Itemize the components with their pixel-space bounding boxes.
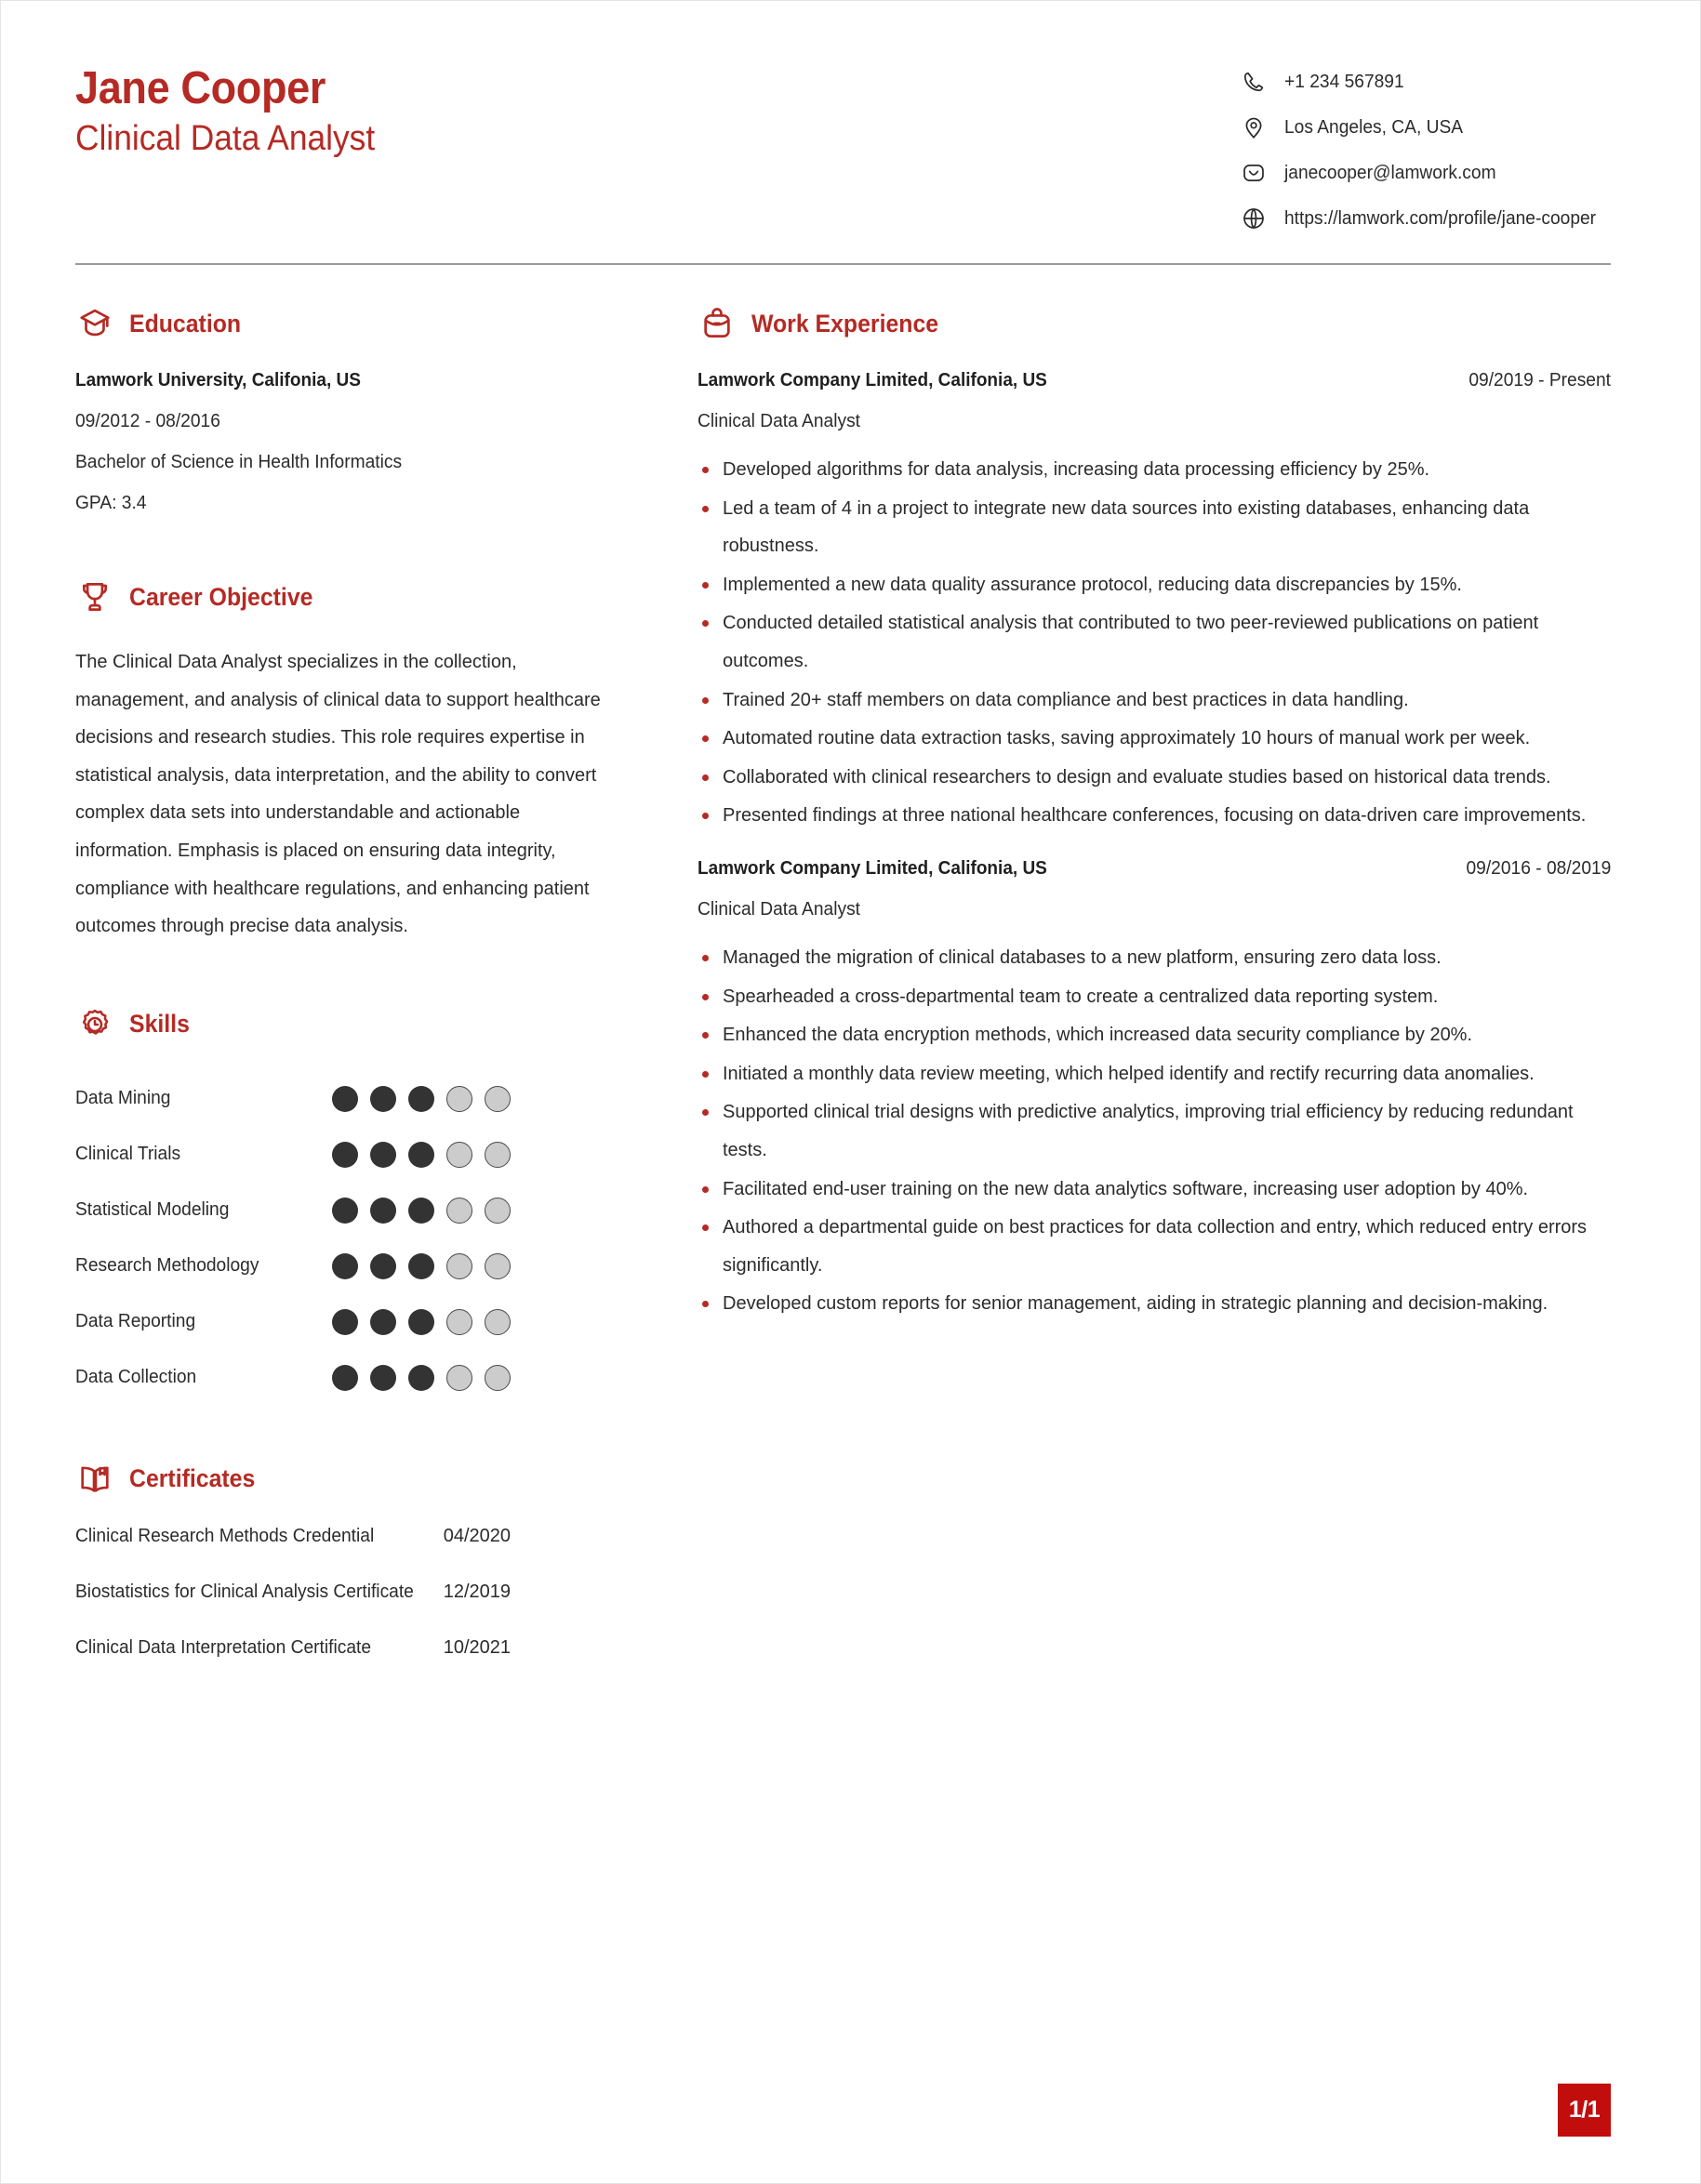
certificate-date: 12/2019 <box>443 1581 511 1602</box>
contact-list <box>1240 57 1611 232</box>
right-column <box>649 304 1611 1702</box>
education-section <box>75 304 621 514</box>
certificates-heading <box>75 1460 621 1499</box>
job-bullet: Presented findings at three national healthcare conferences, focusing on data-driven care improvements. <box>698 797 1611 835</box>
skills-section <box>75 1005 621 1406</box>
skill-dot-empty <box>446 1253 472 1279</box>
contact-website-value: https://lamwork.com/profile/jane-cooper <box>1283 208 1597 229</box>
skill-rating <box>332 1365 621 1391</box>
skill-row <box>75 1127 621 1183</box>
job-header <box>698 858 1611 880</box>
skill-dot-empty <box>446 1142 472 1168</box>
job-role: Clinical Data Analyst <box>698 411 861 431</box>
skill-dot-filled <box>408 1365 434 1391</box>
skill-dot-empty <box>446 1365 472 1391</box>
certificate-row <box>75 1637 621 1693</box>
job-company: Lamwork Company Limited, Califonia, US <box>698 857 1047 879</box>
work-experience-title: Work Experience <box>751 309 939 338</box>
skill-row <box>75 1350 621 1406</box>
job-bullet: Supported clinical trial designs with predictive analytics, improving trial efficiency by reducing redundant tests. <box>698 1093 1611 1169</box>
skill-dot-empty <box>446 1309 472 1335</box>
education-entry <box>75 370 621 514</box>
job-entry <box>698 370 1611 835</box>
skills-heading <box>75 1005 621 1044</box>
skill-dot-filled <box>332 1198 358 1224</box>
skill-dot-filled <box>408 1198 434 1224</box>
skill-dot-filled <box>370 1142 396 1168</box>
job-bullet: Implemented a new data quality assurance protocol, reducing data discrepancies by 15%. <box>698 566 1611 604</box>
left-column <box>75 304 649 1702</box>
phone-icon <box>1240 68 1268 96</box>
job-dates: 09/2016 - 08/2019 <box>1466 857 1611 879</box>
job-company: Lamwork Company Limited, Califonia, US <box>698 370 1047 390</box>
globe-icon <box>1240 205 1268 232</box>
job-separator <box>698 839 1611 858</box>
job-bullet: Collaborated with clinical researchers to design and evaluate studies based on historical data trends. <box>698 759 1611 797</box>
skill-row <box>75 1238 621 1294</box>
certificate-name: Biostatistics for Clinical Analysis Certificate <box>75 1581 414 1602</box>
job-header <box>698 370 1611 391</box>
candidate-job-title: Clinical Data Analyst <box>75 119 376 159</box>
skill-dot-filled <box>332 1309 358 1335</box>
contact-email[interactable] <box>1240 159 1609 187</box>
skills-list <box>75 1071 621 1406</box>
skill-dot-empty <box>485 1365 511 1391</box>
trophy-icon <box>75 577 114 616</box>
skill-name: Data Mining <box>75 1088 171 1109</box>
job-bullet: Initiated a monthly data review meeting, which helped identify and rectify recurring data anomalies. <box>698 1055 1611 1093</box>
jobs-list <box>698 370 1611 1323</box>
contact-website[interactable] <box>1240 205 1609 232</box>
skill-row <box>75 1294 621 1350</box>
job-bullet: Automated routine data extraction tasks, saving approximately 10 hours of manual work per week. <box>698 720 1611 758</box>
certificate-date: 04/2020 <box>443 1525 511 1546</box>
skill-dot-empty <box>485 1142 511 1168</box>
page-indicator-badge: 1/1 <box>1558 2084 1611 2137</box>
job-bullet: Developed algorithms for data analysis, increasing data processing efficiency by 25%. <box>698 451 1611 489</box>
skill-dot-empty <box>485 1198 511 1224</box>
job-bullet: Facilitated end-user training on the new data analytics software, increasing user adoption by 40%. <box>698 1171 1611 1209</box>
skill-dot-empty <box>446 1198 472 1224</box>
skill-dot-empty <box>485 1086 511 1112</box>
education-degree: Bachelor of Science in Health Informatics <box>75 452 403 472</box>
job-bullet: Managed the migration of clinical databases to a new platform, ensuring zero data loss. <box>698 939 1611 977</box>
job-role: Clinical Data Analyst <box>698 898 861 920</box>
certificate-row <box>75 1582 621 1637</box>
skill-dot-filled <box>370 1365 396 1391</box>
skill-dot-filled <box>370 1198 396 1224</box>
objective-title: Career Objective <box>129 582 313 611</box>
skill-dot-empty <box>446 1086 472 1112</box>
objective-section <box>75 577 621 946</box>
skill-row <box>75 1071 621 1127</box>
education-heading <box>75 304 621 343</box>
skill-name: Research Methodology <box>75 1255 259 1277</box>
work-experience-section <box>698 304 1611 1323</box>
skill-dot-empty <box>485 1253 511 1279</box>
skill-name: Data Reporting <box>75 1311 196 1332</box>
skill-rating <box>332 1198 621 1224</box>
candidate-name: Jane Cooper <box>75 63 326 113</box>
skill-dot-filled <box>408 1142 434 1168</box>
skill-dot-filled <box>408 1309 434 1335</box>
resume-header <box>75 40 1611 232</box>
contact-phone[interactable] <box>1240 68 1609 96</box>
objective-text: The Clinical Data Analyst specializes in the collection, management, and analysis of clinical data to support healthcare decisions and research studies. This role requires expertise in statistical analysis, data interpretation, and the ability to convert complex data sets into understandable and actionable information. Emphasis is placed on ensuring data integrity, compliance with healthcare regulations, and enhancing patient outcomes through precise data analysis. <box>75 652 601 937</box>
skill-dot-filled <box>370 1309 396 1335</box>
gear-clock-icon <box>75 1005 114 1044</box>
skill-dot-filled <box>332 1253 358 1279</box>
skill-rating <box>332 1086 621 1112</box>
skill-name: Data Collection <box>75 1367 197 1388</box>
certificates-section <box>75 1460 621 1693</box>
resume-body <box>75 304 1611 1702</box>
skill-dot-filled <box>332 1142 358 1168</box>
skill-dot-filled <box>408 1086 434 1112</box>
header-divider <box>75 263 1611 265</box>
identity-block <box>75 57 397 163</box>
skills-title: Skills <box>129 1010 190 1039</box>
job-bullet: Spearheaded a cross-departmental team to create a centralized data reporting system. <box>698 978 1611 1016</box>
job-bullet: Conducted detailed statistical analysis that contributed to two peer-reviewed publications on patient outcomes. <box>698 604 1611 680</box>
objective-heading <box>75 577 621 616</box>
certificate-name: Clinical Data Interpretation Certificate <box>75 1636 372 1658</box>
skill-dot-filled <box>370 1086 396 1112</box>
contact-email-value: janecooper@lamwork.com <box>1283 163 1496 183</box>
contact-phone-value: +1 234 567891 <box>1283 72 1404 92</box>
job-bullet: Led a team of 4 in a project to integrate new data sources into existing databases, enhancing data robustness. <box>698 490 1611 565</box>
skill-rating <box>332 1253 621 1279</box>
skill-dot-filled <box>332 1086 358 1112</box>
skill-dot-filled <box>370 1253 396 1279</box>
graduation-cap-icon <box>75 304 114 343</box>
education-dates: 09/2012 - 08/2016 <box>75 411 220 431</box>
email-icon <box>1240 159 1268 187</box>
work-experience-heading <box>698 304 1611 343</box>
certificates-title: Certificates <box>129 1464 256 1493</box>
location-icon <box>1240 113 1268 141</box>
certificate-name: Clinical Research Methods Credential <box>75 1525 375 1546</box>
job-bullet-list <box>698 451 1611 835</box>
skill-name: Statistical Modeling <box>75 1199 230 1221</box>
contact-location[interactable] <box>1240 113 1609 141</box>
contact-location-value: Los Angeles, CA, USA <box>1283 117 1464 138</box>
certificate-row <box>75 1526 621 1582</box>
job-bullet-list <box>698 939 1611 1323</box>
job-bullet: Developed custom reports for senior management, aiding in strategic planning and decision-making. <box>698 1285 1611 1323</box>
skill-name: Clinical Trials <box>75 1144 181 1165</box>
job-bullet: Authored a departmental guide on best practices for data collection and entry, which reduced entry errors significantly. <box>698 1209 1611 1284</box>
education-title: Education <box>129 309 242 338</box>
open-book-icon <box>75 1460 114 1499</box>
education-gpa: GPA: 3.4 <box>75 493 147 513</box>
skill-row <box>75 1183 621 1238</box>
certificate-date: 10/2021 <box>443 1636 511 1658</box>
skill-rating <box>332 1309 621 1335</box>
briefcase-icon <box>698 304 737 343</box>
certificates-list <box>75 1526 621 1693</box>
skill-rating <box>332 1142 621 1168</box>
skill-dot-filled <box>408 1253 434 1279</box>
job-bullet: Enhanced the data encryption methods, which increased data security compliance by 20%. <box>698 1016 1611 1054</box>
job-bullet: Trained 20+ staff members on data compliance and best practices in data handling. <box>698 682 1611 720</box>
job-dates: 09/2019 - Present <box>1468 370 1611 390</box>
job-entry <box>698 858 1611 1323</box>
skill-dot-filled <box>332 1365 358 1391</box>
skill-dot-empty <box>485 1309 511 1335</box>
education-school: Lamwork University, Califonia, US <box>75 370 361 390</box>
